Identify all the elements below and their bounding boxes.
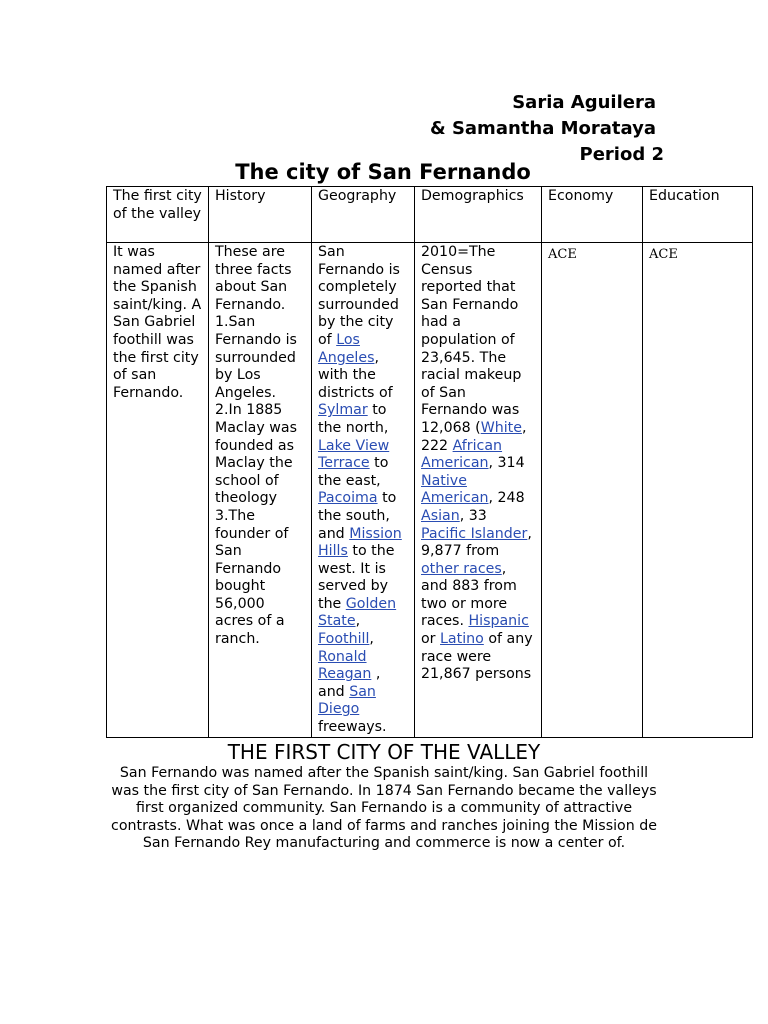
geo-text: , — [355, 613, 361, 630]
link-san-diego[interactable]: San Diego — [318, 683, 376, 718]
geo-text: , with the districts of — [318, 349, 393, 401]
class-period: Period 2 — [579, 144, 664, 165]
author-name-2: & Samantha Morataya — [429, 118, 656, 139]
link-hispanic[interactable]: Hispanic — [468, 613, 529, 630]
facts-table — [106, 186, 753, 738]
demo-text: , 222 — [421, 419, 527, 454]
demo-text: 2010=The Census reported that San Fernando had a population of 23,645. The racial makeup of San Fernando was 12,068 ( — [421, 244, 522, 436]
demo-text: , 33 — [459, 507, 487, 524]
link-latino[interactable]: Latino — [440, 631, 484, 648]
link-foothill[interactable]: Foothill — [318, 631, 370, 648]
geo-text: to the east, — [318, 455, 389, 489]
geo-text: to the west. It is served by the — [318, 543, 395, 612]
link-other-races[interactable]: other races — [421, 560, 502, 577]
cell-education: ACE — [643, 243, 753, 738]
table-body-row — [107, 243, 753, 738]
geo-text: to the south, and — [318, 490, 397, 542]
geo-text: San Fernando is completely surrounded by the city of — [318, 244, 400, 348]
header-history: History — [209, 187, 312, 243]
link-golden-state[interactable]: Golden State — [318, 595, 397, 630]
demo-text: , 248 — [488, 490, 525, 507]
document-title-text: The city of San Fernando — [235, 160, 531, 184]
demo-text: , 314 — [488, 455, 525, 472]
link-pacific-islander[interactable]: Pacific Islander — [421, 525, 528, 542]
demo-text: or — [421, 631, 441, 648]
link-asian[interactable]: Asian — [421, 507, 460, 524]
cell-economy: ACE — [542, 243, 643, 738]
link-ronald-reagan[interactable]: Ronald Reagan — [318, 648, 372, 683]
header-education: Education — [643, 187, 753, 243]
geo-text: , — [369, 631, 374, 648]
link-los-angeles[interactable]: Los Angeles — [318, 331, 375, 366]
section-paragraph: San Fernando was named after the Spanish saint/king. San Gabriel foothill was the first city of San Fernando. In 1874 San Fernando became the valleys first organized community. San Fernando is a community of attractive contrasts. What was once a land of farms and ranches joining the Mission de San Fernando Rey manufacturing and commerce is now a center of. — [111, 765, 657, 851]
demo-text: , and 883 from two or more races. — [421, 560, 517, 630]
demo-text: of any race were 21,867 persons — [421, 631, 533, 683]
header-geography: Geography — [312, 187, 415, 243]
header-economy: Economy — [542, 187, 643, 243]
author-block — [429, 90, 664, 168]
link-african-american[interactable]: African American — [421, 437, 503, 472]
geo-text: , and — [318, 666, 381, 700]
link-white[interactable]: White — [480, 419, 522, 436]
link-mission-hills[interactable]: Mission Hills — [318, 525, 402, 560]
header-first-city: The first city of the valley — [107, 187, 209, 243]
document-title — [0, 158, 768, 186]
cell-history: These are three facts about San Fernando. 1.San Fernando is surrounded by Los Angeles. 2.In 1885 Maclay was founded as Maclay the school of theology 3.The founder of San Fernando bought 56,000 acres of a ranch. — [209, 243, 312, 738]
link-lake-view-terrace[interactable]: Lake View Terrace — [318, 437, 390, 472]
section-heading: THE FIRST CITY OF THE VALLEY — [227, 740, 541, 764]
demo-text: , 9,877 from — [421, 525, 532, 560]
author-name-1: Saria Aguilera — [512, 92, 656, 113]
table-header-row — [107, 187, 753, 243]
cell-demographics — [415, 243, 542, 738]
link-sylmar[interactable]: Sylmar — [318, 402, 368, 419]
link-pacoima[interactable]: Pacoima — [318, 490, 378, 507]
geo-text: to the north, — [318, 402, 389, 436]
header-demographics: Demographics — [415, 187, 542, 243]
link-native-american[interactable]: Native American — [421, 472, 489, 507]
geo-text: freeways. — [318, 719, 387, 736]
cell-first-city: It was named after the Spanish saint/king. A San Gabriel foothill was the first city of san Fernando. — [107, 243, 209, 738]
cell-geography — [312, 243, 415, 738]
